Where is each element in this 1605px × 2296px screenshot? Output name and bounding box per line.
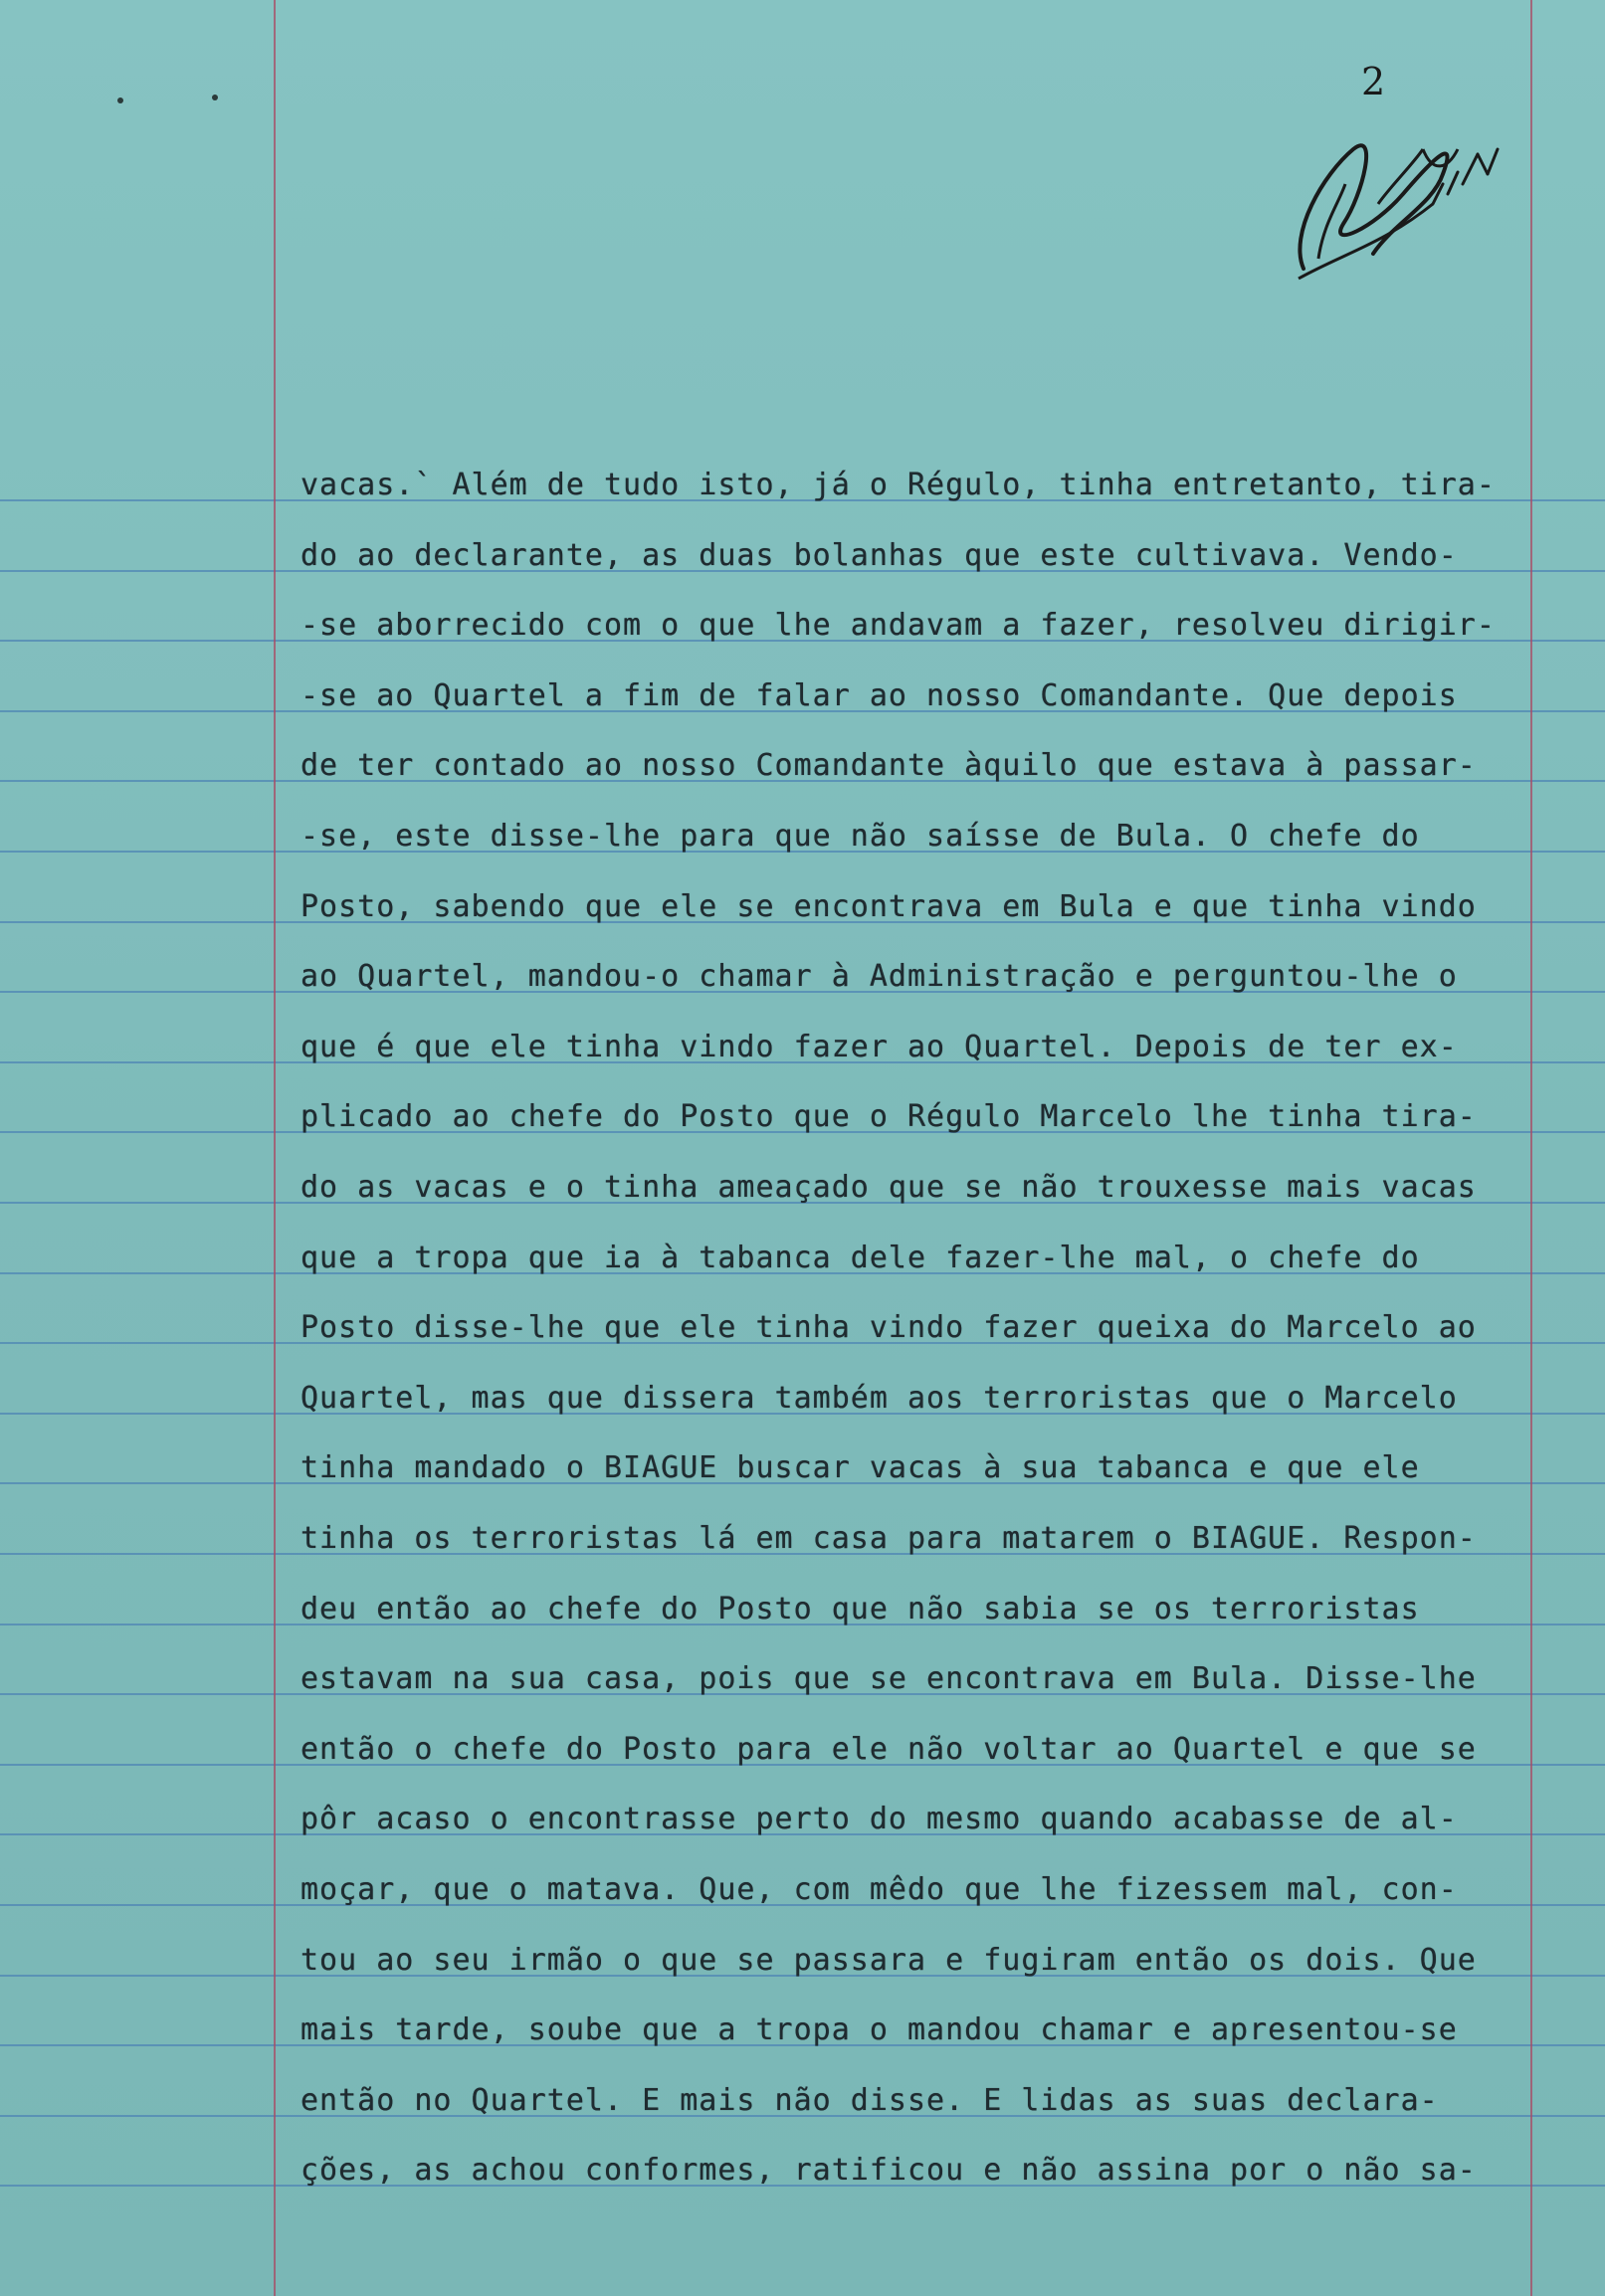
text-line: pôr acaso o encontrasse perto do mesmo quando acabasse de al- <box>301 1802 1458 1836</box>
text-line: Posto disse-lhe que ele tinha vindo fazer queixa do Marcelo ao <box>301 1310 1477 1345</box>
right-margin-line <box>1530 0 1532 2296</box>
text-line: do ao declarante, as duas bolanhas que este cultivava. Vendo- <box>301 538 1458 573</box>
text-line: tou ao seu irmão o que se passara e fugiram então os dois. Que <box>301 1943 1477 1978</box>
text-line: então no Quartel. E mais não disse. E lidas as suas declara- <box>301 2083 1439 2118</box>
text-line: estavam na sua casa, pois que se encontrava em Bula. Disse-lhe <box>301 1661 1477 1696</box>
page-number: 2 <box>1361 60 1386 103</box>
text-line: de ter contado ao nosso Comandante àquilo que estava à passar- <box>301 748 1477 783</box>
punch-hole-mark <box>212 95 218 100</box>
text-line: plicado ao chefe do Posto que o Régulo Marcelo lhe tinha tira- <box>301 1099 1477 1134</box>
text-line: -se aborrecido com o que lhe andavam a fazer, resolveu dirigir- <box>301 608 1496 643</box>
text-line: que é que ele tinha vindo fazer ao Quartel. Depois de ter ex- <box>301 1030 1458 1064</box>
text-line: Quartel, mas que dissera também aos terroristas que o Marcelo <box>301 1381 1458 1416</box>
text-line: -se ao Quartel a fim de falar ao nosso Comandante. Que depois <box>301 678 1458 713</box>
text-line: tinha os terroristas lá em casa para matarem o BIAGUE. Respon- <box>301 1521 1477 1556</box>
text-line: Posto, sabendo que ele se encontrava em Bula e que tinha vindo <box>301 889 1477 924</box>
signature-stamp <box>1284 55 1503 293</box>
text-line: que a tropa que ia à tabanca dele fazer-lhe mal, o chefe do <box>301 1241 1420 1275</box>
left-margin-line <box>274 0 276 2296</box>
text-line: -se, este disse-lhe para que não saísse de Bula. O chefe do <box>301 819 1420 854</box>
text-line: mais tarde, soube que a tropa o mandou chamar e apresentou-se <box>301 2012 1458 2047</box>
text-line: do as vacas e o tinha ameaçado que se não trouxesse mais vacas <box>301 1170 1477 1205</box>
text-line: ao Quartel, mandou-o chamar à Administração e perguntou-lhe o <box>301 959 1458 994</box>
text-line: moçar, que o matava. Que, com mêdo que lhe fizessem mal, con- <box>301 1872 1458 1907</box>
punch-hole-mark <box>117 97 123 103</box>
text-line: vacas.` Além de tudo isto, já o Régulo, tinha entretanto, tira- <box>301 468 1496 502</box>
text-line: tinha mandado o BIAGUE buscar vacas à sua tabanca e que ele <box>301 1450 1420 1485</box>
text-line: então o chefe do Posto para ele não voltar ao Quartel e que se <box>301 1732 1477 1767</box>
text-line: deu então ao chefe do Posto que não sabia se os terroristas <box>301 1592 1420 1626</box>
text-line: ções, as achou conformes, ratificou e não assina por o não sa- <box>301 2153 1477 2188</box>
